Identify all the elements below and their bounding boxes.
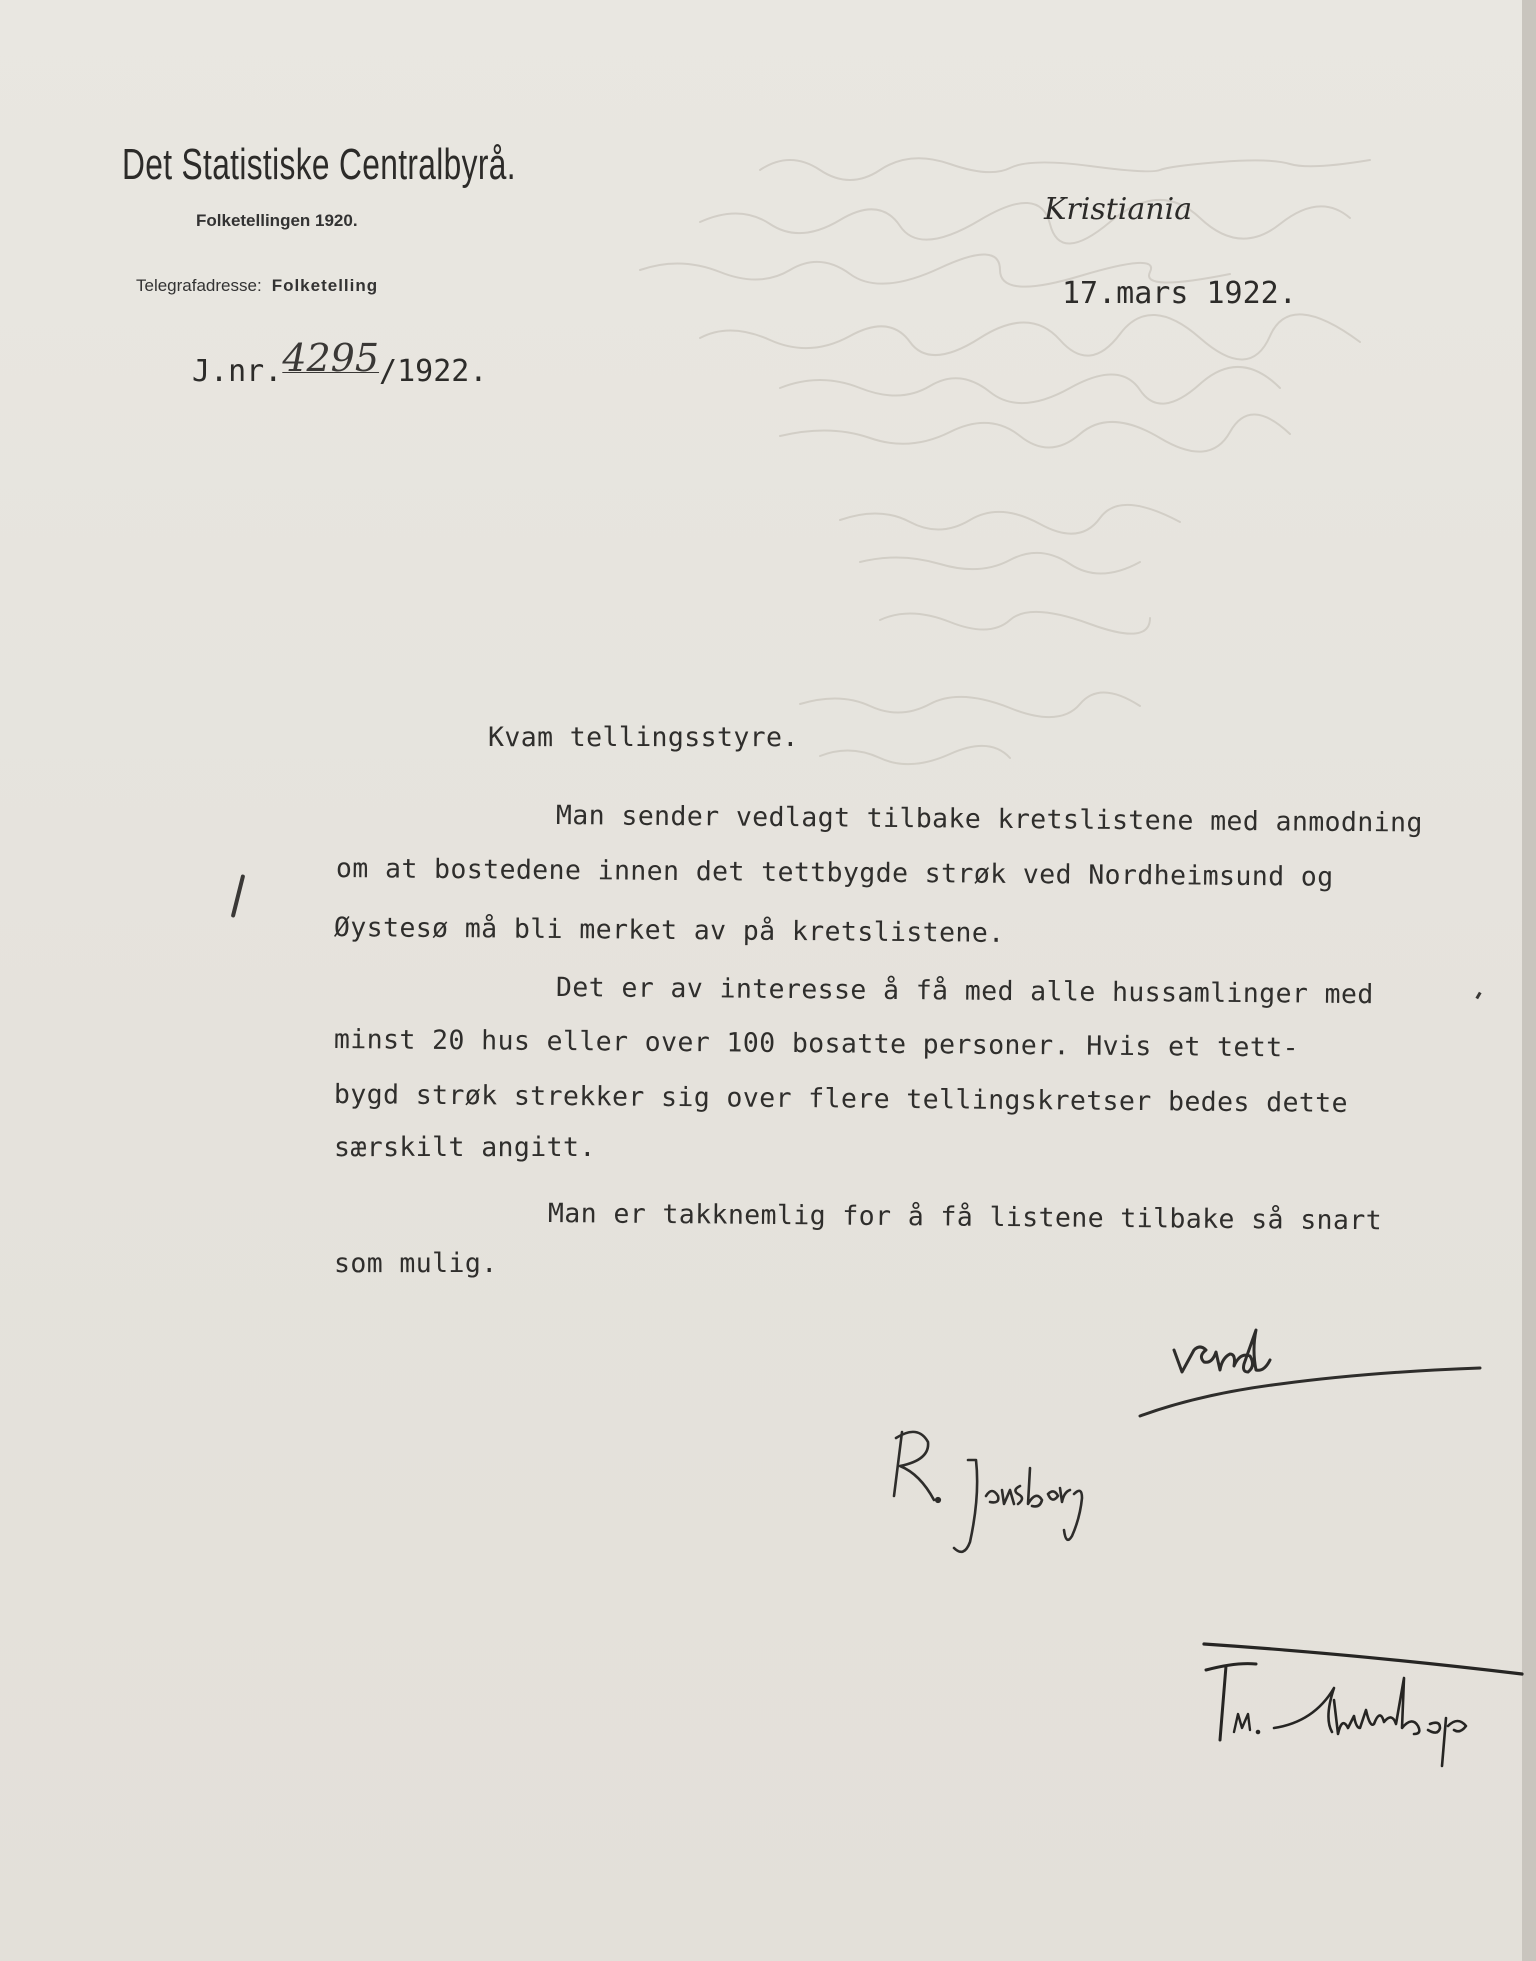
signature-first [880,1416,1110,1576]
signature-second [1196,1636,1526,1796]
letterhead-department: Folketellingen 1920. [196,211,358,230]
journal-handwritten-number: 4295 [282,336,380,380]
body-line: Man sender vedlagt tilbake kretslistene med anmodning [555,800,1423,839]
body-line: Det er av interesse å få med alle hussamlinger med [555,972,1374,1011]
body-line: minst 20 hus eller over 100 bosatte personer. Hvis et tett- [333,1024,1300,1064]
telegraph-value: Folketelling [271,276,379,295]
journal-number [192,336,488,390]
journal-year: /1922. [379,354,488,389]
body-line: som mulig. [334,1248,498,1279]
body-line: Øystesø må bli merket av på kretslistene. [333,912,1005,949]
letterhead-organization: Det Statistiske Centralbyrå. [122,140,516,189]
journal-prefix: J.nr. [192,354,283,389]
vend-annotation [1120,1320,1490,1430]
body-line: om at bostedene innen det tettbygde strøk ved Nordheimsund og [335,853,1334,893]
telegraph-label: Telegrafadresse: [136,276,262,295]
body-line: Man er takknemlig for å få listene tilbake så snart [547,1198,1383,1237]
body-line: bygd strøk strekker sig over flere tellingskretser bedes dette [333,1079,1349,1119]
place-name: Kristiania [1044,192,1193,227]
recipient: Kvam tellingsstyre. [488,722,799,753]
telegraph-address [136,276,378,296]
body-line: særskilt angitt. [334,1132,596,1163]
letter-date: 17.mars 1922. [1062,276,1297,311]
